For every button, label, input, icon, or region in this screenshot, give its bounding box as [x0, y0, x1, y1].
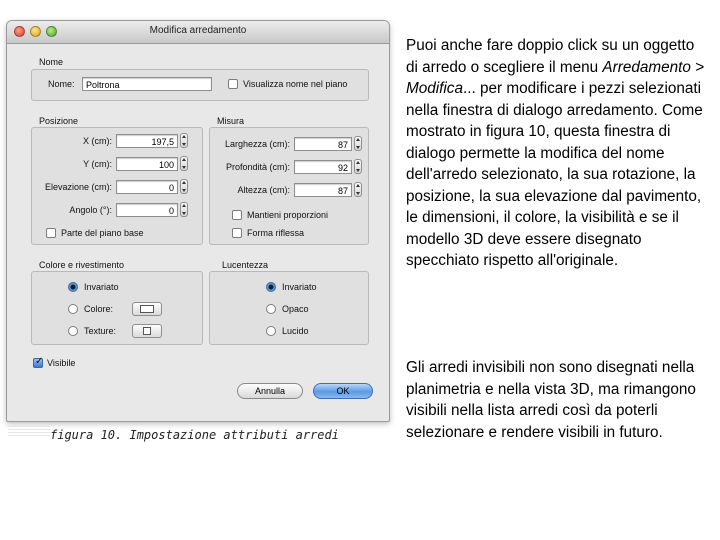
lucentezza-invariato-radio[interactable] [266, 282, 276, 292]
nome-input[interactable]: Poltrona [82, 77, 212, 91]
texture-swatch [143, 327, 151, 335]
modifica-arredamento-dialog [6, 20, 390, 422]
parte-piano-base-label: Parte del piano base [61, 228, 144, 238]
colore-group [31, 271, 203, 345]
paragraph-1 [406, 35, 706, 272]
annulla-button[interactable]: Annulla [237, 383, 303, 399]
opaco-radio[interactable] [266, 304, 276, 314]
angolo-stepper[interactable] [180, 202, 188, 217]
altezza-stepper[interactable] [354, 182, 362, 197]
elevazione-stepper[interactable] [180, 179, 188, 194]
figure-caption: figura 10. Impostazione attributi arredi [50, 428, 339, 442]
visibile-checkbox[interactable] [33, 358, 43, 368]
texture-swatch-button[interactable] [132, 324, 162, 338]
visualizza-nome-checkbox[interactable] [228, 79, 238, 89]
misura-section-title: Misura [217, 116, 245, 126]
lucido-radio[interactable] [266, 326, 276, 336]
angolo-input[interactable]: 0 [116, 203, 178, 217]
colore-radio[interactable] [68, 304, 78, 314]
misura-group [209, 127, 369, 245]
parte-piano-base-checkbox[interactable] [46, 228, 56, 238]
x-label: X (cm): [83, 136, 112, 146]
colore-label: Colore: [84, 304, 114, 314]
altezza-input[interactable]: 87 [294, 183, 352, 197]
elevazione-input[interactable]: 0 [116, 180, 178, 194]
visualizza-nome-label: Visualizza nome nel piano [243, 79, 348, 89]
caption-rule [8, 426, 50, 438]
nome-section-title: Nome [39, 57, 64, 67]
paragraph-2: Gli arredi invisibili non sono disegnati nella planimetria e nella vista 3D, ma rimangono visibili nella lista arredi così da poterli selezionare e rendere visibili in futuro. [406, 359, 696, 441]
nome-group [31, 69, 369, 101]
posizione-section-title: Posizione [39, 116, 79, 126]
ok-button[interactable]: OK [313, 383, 373, 399]
elevazione-label: Elevazione (cm): [44, 182, 112, 192]
paragraph-1-body: ... per modificare i pezzi selezionati nella finestra di dialogo arredamento. Come mostrato in figura 10, questa finestra di dialogo permette la modifica del nome dell'arredo selezionato, la sua rotazione, la posizione, la sua elevazione dal pavimento, le dimensioni, il colore, la visibilità e se il modello 3D deve essere disegnato specchiato rispetto all'originale. [406, 80, 703, 269]
y-label: Y (cm): [83, 159, 112, 169]
mantieni-proporzioni-label: Mantieni proporzioni [247, 210, 329, 220]
lucentezza-invariato-label: Invariato [282, 282, 317, 292]
x-input[interactable]: 197,5 [116, 134, 178, 148]
texture-radio[interactable] [68, 326, 78, 336]
larghezza-stepper[interactable] [354, 136, 362, 151]
window-title: Modifica arredamento [149, 25, 247, 36]
visibile-label: Visibile [47, 358, 76, 368]
profondita-input[interactable]: 92 [294, 160, 352, 174]
y-input[interactable]: 100 [116, 157, 178, 171]
title-bar [7, 21, 389, 44]
colore-invariato-radio[interactable] [68, 282, 78, 292]
x-stepper[interactable] [180, 133, 188, 148]
colore-invariato-label: Invariato [84, 282, 119, 292]
opaco-label: Opaco [282, 304, 309, 314]
forma-riflessa-checkbox[interactable] [232, 228, 242, 238]
mantieni-proporzioni-checkbox[interactable] [232, 210, 242, 220]
colore-section-title: Colore e rivestimento [39, 260, 125, 270]
lucido-label: Lucido [282, 326, 309, 336]
lucentezza-section-title: Lucentezza [222, 260, 269, 270]
paragraph-1-intro: Puoi anche fare doppio click su un oggetto di arredo o scegliere il menu [406, 37, 695, 76]
lucentezza-group [209, 271, 369, 345]
larghezza-input[interactable]: 87 [294, 137, 352, 151]
colore-swatch [140, 305, 154, 313]
posizione-group [31, 127, 203, 245]
menu-path: Arredamento > Modifica [406, 58, 705, 97]
forma-riflessa-label: Forma riflessa [247, 228, 305, 238]
angolo-label: Angolo (°): [69, 205, 112, 215]
profondita-label: Profondità (cm): [225, 162, 290, 172]
colore-swatch-button[interactable] [132, 302, 162, 316]
larghezza-label: Larghezza (cm): [224, 139, 290, 149]
texture-label: Texture: [84, 326, 117, 336]
nome-label: Nome: [48, 79, 75, 89]
altezza-label: Altezza (cm): [237, 185, 290, 195]
y-stepper[interactable] [180, 156, 188, 171]
profondita-stepper[interactable] [354, 159, 362, 174]
